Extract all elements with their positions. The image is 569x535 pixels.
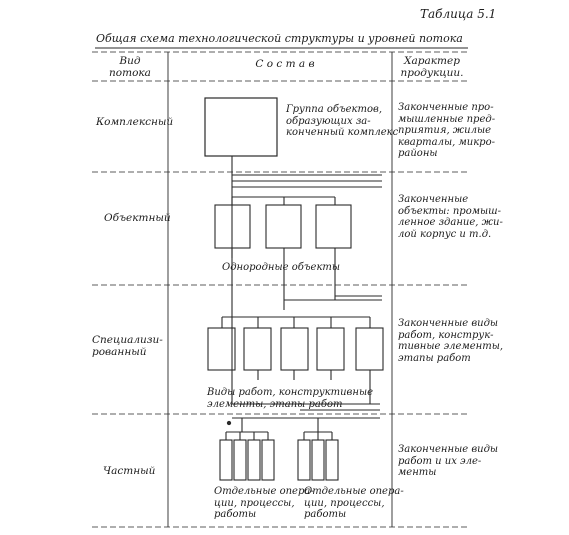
flow-type-specialised: Специализи- рованный bbox=[92, 334, 163, 358]
operation-block-5 bbox=[298, 440, 310, 480]
product-object: Законченные объекты: промыш- ленное здание, жи- лой корпус и т.д. bbox=[398, 194, 503, 240]
product-specialised: Законченные виды работ, конструк- тивные элементы, этапы работ bbox=[398, 318, 504, 364]
works-label: Виды работ, конструктивные элементы, этапы работ bbox=[207, 387, 374, 410]
complex-block bbox=[205, 98, 277, 156]
header-composition: С о с т а в bbox=[255, 58, 315, 70]
flow-type-complex: Комплексный bbox=[96, 116, 174, 128]
product-complex: Законченные про- мышленные пред- приятия, жилые кварталы, микро- районы bbox=[398, 102, 496, 160]
object-block-2 bbox=[266, 205, 301, 248]
header-flow-type: Вид потока bbox=[109, 55, 151, 79]
work-block-4 bbox=[317, 328, 344, 370]
flow-diagram bbox=[205, 98, 383, 480]
work-block-2 bbox=[244, 328, 271, 370]
objects-label: Однородные объекты bbox=[222, 262, 341, 273]
table-title: Общая схема технологической структуры и уровней потока bbox=[96, 32, 463, 45]
operation-block-3 bbox=[248, 440, 260, 480]
operation-block-4 bbox=[262, 440, 274, 480]
complex-block-note: Группа объектов, образующих за- конченный комплекс bbox=[286, 104, 399, 139]
operation-block-6 bbox=[312, 440, 324, 480]
table-number: Таблица 5.1 bbox=[420, 7, 497, 21]
operation-block-7 bbox=[326, 440, 338, 480]
work-block-3 bbox=[281, 328, 308, 370]
flow-type-private: Частный bbox=[103, 465, 156, 477]
operation-block-2 bbox=[234, 440, 246, 480]
object-block-3 bbox=[316, 205, 351, 248]
work-block-5 bbox=[356, 328, 383, 370]
product-private: Законченные виды работ и их эле- менты bbox=[398, 444, 499, 479]
header-product-character: Характер продукции. bbox=[400, 55, 464, 79]
work-block-1 bbox=[208, 328, 235, 370]
junction-dot bbox=[227, 421, 230, 424]
operation-block-1 bbox=[220, 440, 232, 480]
operations-label-right: Отдельные опера- ции, процессы, работы bbox=[304, 486, 404, 521]
flow-type-object: Объектный bbox=[104, 212, 171, 224]
operations-label-left: Отдельные опера- ции, процессы, работы bbox=[214, 486, 314, 521]
